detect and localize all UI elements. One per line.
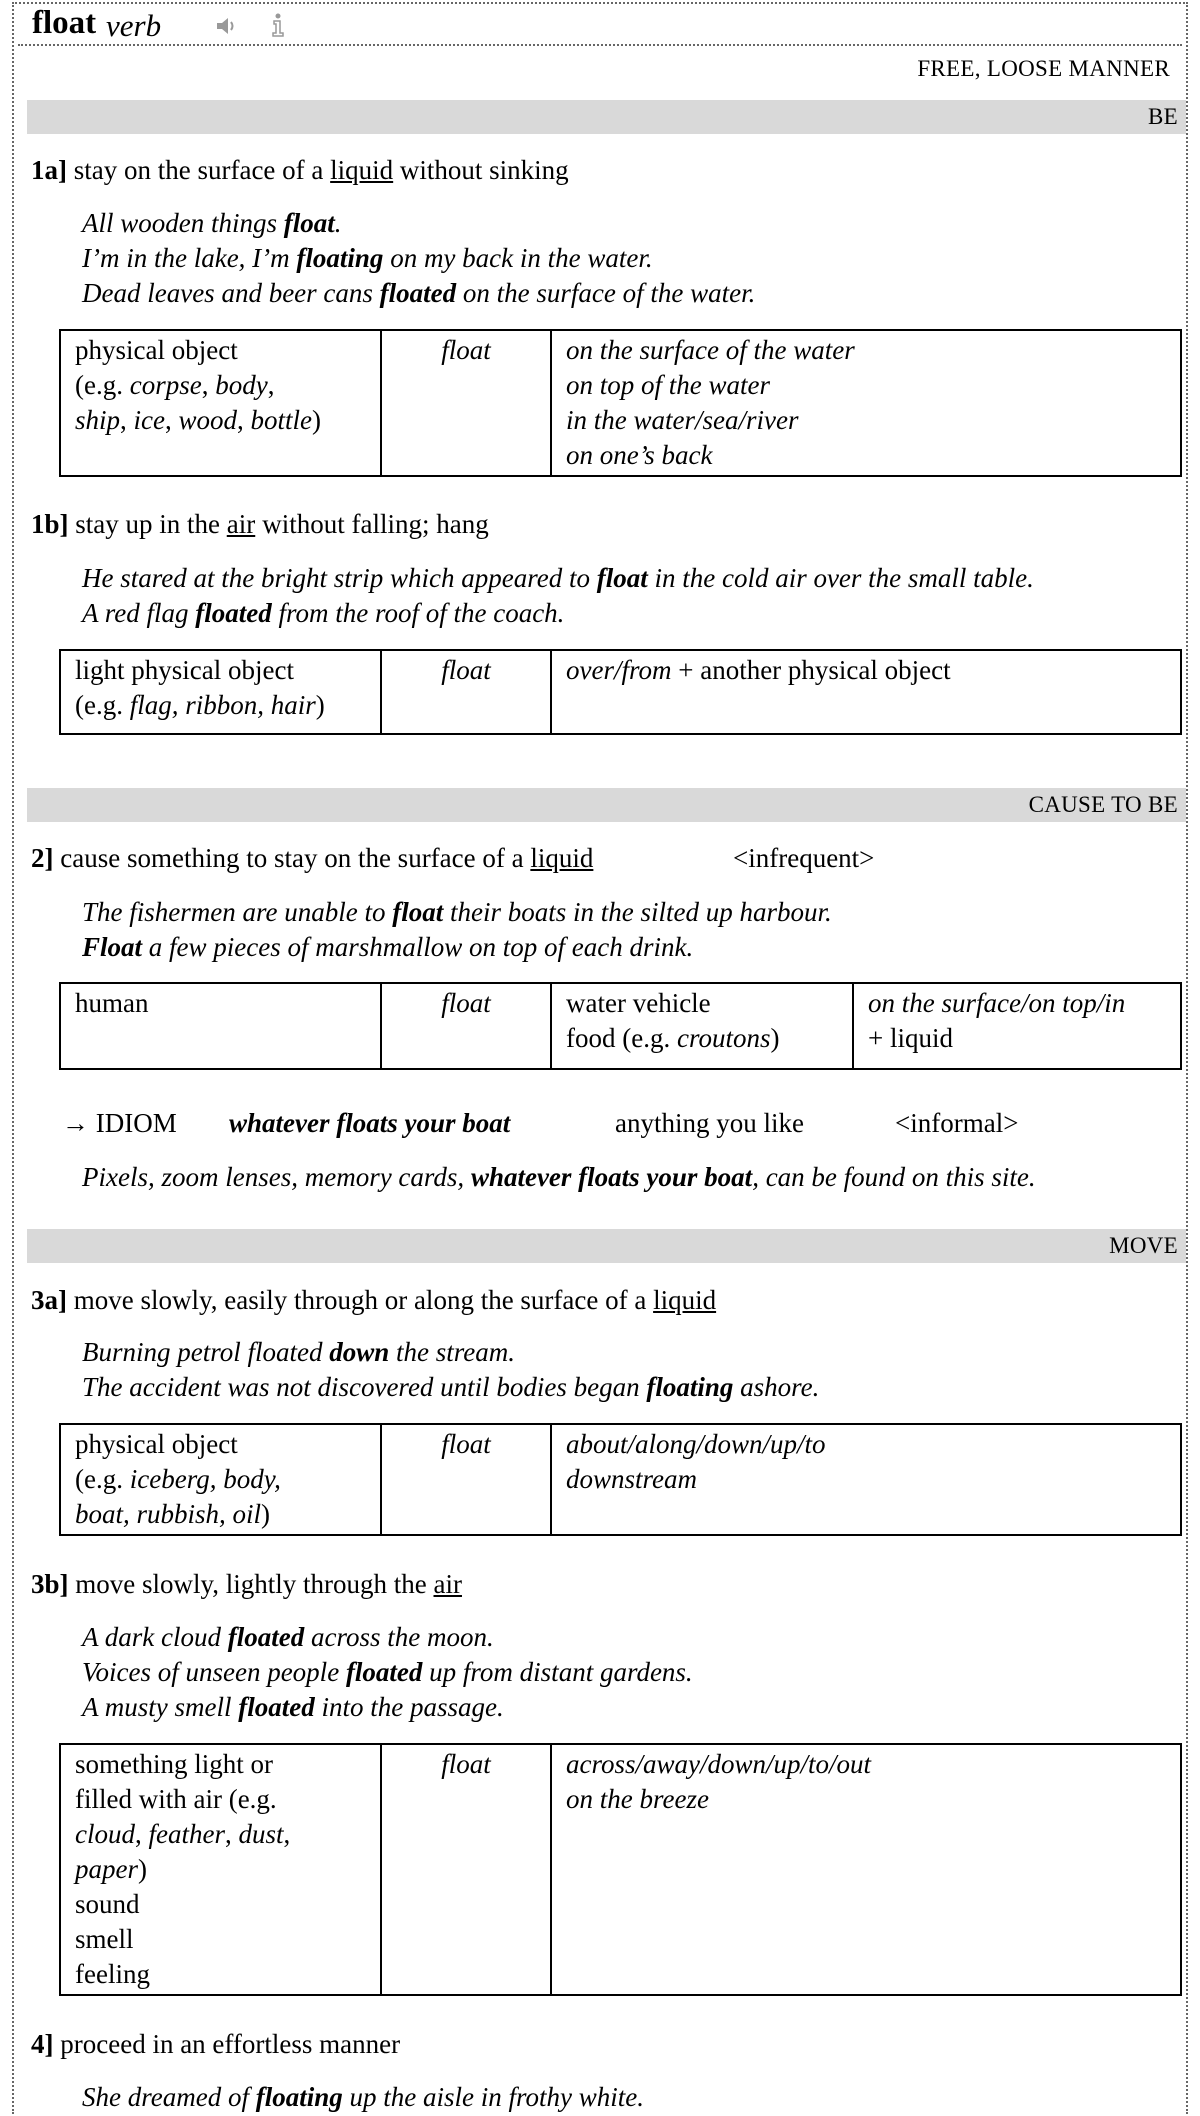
example-sentence: She dreamed of floating up the aisle in frothy white. [82, 2082, 644, 2112]
pattern-table-1a [59, 329, 1182, 477]
complement-cell: on the surface of the water on top of the water in the water/sea/river on one’s back [551, 330, 1181, 476]
complement-cell: over/from + another physical object [551, 650, 1181, 734]
section-band-cause [27, 788, 1186, 822]
meta-tag: FREE, LOOSE MANNER [917, 56, 1170, 81]
subject-cell: human [60, 983, 381, 1069]
complement-cell: on the surface/on top/in + liquid [853, 983, 1181, 1069]
subject-cell: something light or filled with air (e.g. cloud, feather, dust, paper) sound smell feeling [60, 1744, 381, 1995]
speaker-icon[interactable] [214, 12, 238, 36]
object-cell: water vehicle food (e.g. croutons) [551, 983, 853, 1069]
complement-cell: across/away/down/up/to/out on the breeze [551, 1744, 1181, 1995]
definition-link[interactable]: liquid [530, 843, 594, 873]
band-label: MOVE [1109, 1233, 1178, 1258]
definition-link[interactable]: air [226, 509, 256, 539]
band-label: BE [1148, 104, 1178, 129]
sense-2-definition [31, 841, 593, 876]
subject-cell: physical object (e.g. iceberg, body, boat, rubbish, oil) [60, 1424, 381, 1535]
sense-3a-definition [31, 1283, 716, 1318]
definition-text: move slowly, lightly through the [75, 1569, 427, 1599]
verb-cell: float [381, 1744, 551, 1995]
pattern-table-3b [59, 1743, 1182, 1996]
sense-3b-definition [31, 1567, 462, 1602]
definition-link[interactable]: liquid [653, 1285, 717, 1315]
verb-cell: float [381, 330, 551, 476]
definition-text: stay up in the [75, 509, 220, 539]
section-band-be [27, 100, 1186, 134]
example-sentence: The fishermen are unable to float their boats in the silted up harbour. [82, 897, 832, 927]
sense-number: 4] [31, 2029, 54, 2059]
verb-cell: float [381, 650, 551, 734]
idiom-example: Pixels, zoom lenses, memory cards, whatever floats your boat, can be found on this site. [82, 1162, 1036, 1192]
register-label: <infrequent> [733, 843, 875, 873]
definition-text: stay on the surface of a [73, 155, 324, 185]
example-sentence: All wooden things float. [82, 208, 342, 238]
example-sentence: A musty smell floated into the passage. [82, 1692, 504, 1722]
example-sentence: Dead leaves and beer cans floated on the surface of the water. [82, 278, 756, 308]
subject-cell: light physical object (e.g. flag, ribbon, hair) [60, 650, 381, 734]
definition-text: without falling; hang [262, 509, 489, 539]
sense-number: 2] [31, 843, 54, 873]
part-of-speech: verb [106, 8, 162, 43]
definition-text: without sinking [399, 155, 569, 185]
sense-4-definition [31, 2027, 400, 2062]
complement-cell: about/along/down/up/to downstream [551, 1424, 1181, 1535]
pattern-table-3a [59, 1423, 1182, 1536]
band-label: CAUSE TO BE [1028, 792, 1178, 817]
sense-1b-definition [31, 507, 489, 542]
entry-header [18, 2, 1182, 46]
section-band-move [27, 1229, 1186, 1263]
sense-number: 1a] [31, 155, 67, 185]
example-sentence: Burning petrol floated down the stream. [82, 1337, 515, 1367]
example-sentence: Voices of unseen people floated up from distant gardens. [82, 1657, 693, 1687]
headword: float [32, 5, 97, 41]
example-sentence: He stared at the bright strip which appeared to float in the cold air over the small table. [82, 563, 1034, 593]
idiom-meaning: anything you like [615, 1108, 804, 1138]
pattern-table-2 [59, 982, 1182, 1070]
definition-link[interactable]: air [433, 1569, 462, 1599]
idiom-label: → IDIOM [62, 1108, 177, 1138]
verb-cell: float [381, 983, 551, 1069]
sense-1a-definition [31, 153, 569, 188]
definition-text: move slowly, easily through or along the surface of a [73, 1285, 647, 1315]
idiom-phrase[interactable]: whatever floats your boat [229, 1108, 511, 1138]
pattern-table-1b [59, 649, 1182, 735]
info-icon[interactable] [266, 12, 290, 36]
verb-cell: float [381, 1424, 551, 1535]
subject-cell: physical object (e.g. corpse, body, ship, ice, wood, bottle) [60, 330, 381, 476]
sense-number: 3b] [31, 1569, 69, 1599]
register-label: <informal> [895, 1108, 1019, 1138]
example-sentence: I’m in the lake, I’m floating on my back in the water. [82, 243, 653, 273]
sense-number: 1b] [31, 509, 69, 539]
example-sentence: Float a few pieces of marshmallow on top of each drink. [82, 932, 694, 962]
example-sentence: A dark cloud floated across the moon. [82, 1622, 494, 1652]
example-sentence: A red flag floated from the roof of the coach. [82, 598, 565, 628]
definition-link[interactable]: liquid [330, 155, 394, 185]
sense-number: 3a] [31, 1285, 67, 1315]
definition-text: cause something to stay on the surface of a [60, 843, 524, 873]
definition-text: proceed in an effortless manner [60, 2029, 401, 2059]
example-sentence: The accident was not discovered until bodies began floating ashore. [82, 1372, 820, 1402]
